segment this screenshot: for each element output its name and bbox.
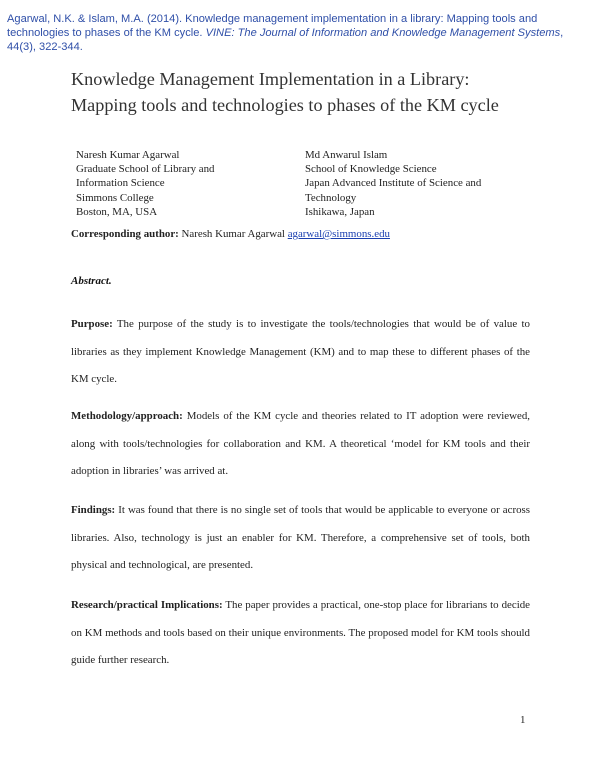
implications-paragraph: [71, 592, 530, 675]
findings-paragraph: [71, 497, 530, 580]
purpose-paragraph: [71, 311, 530, 394]
findings-text: It was found that there is no single set of tools that would be applicable to everyone or across libraries. Also, technology is just an enabler for KM. Therefore, a comprehensive set of tools, both physical and technological, are presented.: [71, 504, 530, 571]
author-block-left: [76, 148, 276, 219]
citation-volume: , 44(3), 322-344.: [7, 27, 564, 54]
author-name: Md Anwarul Islam: [305, 149, 388, 161]
title-line-1: Knowledge Management Implementation in a Library:: [71, 69, 470, 89]
author-affiliation: Information Science: [76, 177, 165, 190]
author-affiliation: Graduate School of Library and: [76, 163, 215, 176]
purpose-label: Purpose:: [71, 318, 113, 330]
findings-label: Findings:: [71, 504, 116, 516]
methodology-text: Models of the KM cycle and theories related to IT adoption were reviewed, along with tools/technologies for collaboration and KM. A theoretical ‘model for KM tools and their adoption in libraries’ was arrived at.: [71, 410, 530, 477]
author-block-right: [305, 148, 535, 219]
author-location: Ishikawa, Japan: [305, 205, 375, 218]
implications-text: The paper provides a practical, one-stop place for librarians to decide on KM methods and tools based on their unique environments. The proposed model for KM tools should guide further research.: [71, 599, 530, 666]
author-name: Naresh Kumar Agarwal: [76, 149, 180, 161]
methodology-paragraph: [71, 403, 530, 486]
author-affiliation: Simmons College: [76, 191, 154, 204]
author-location: Boston, MA, USA: [76, 205, 158, 218]
author-affiliation: School of Knowledge Science: [305, 163, 437, 176]
author-affiliation: Technology: [305, 191, 357, 204]
implications-label: Research/practical Implications:: [71, 599, 223, 611]
citation-journal: VINE: The Journal of Information and Knowledge Management Systems: [205, 27, 561, 40]
email-link[interactable]: agarwal@simmons.edu: [287, 228, 390, 240]
author-affiliation: Japan Advanced Institute of Science and: [305, 177, 482, 190]
page-number: 1: [520, 714, 526, 726]
paper-title: [71, 66, 591, 118]
purpose-text: The purpose of the study is to investigate the tools/technologies that would be of value to libraries as they implement Knowledge Management (KM) and to map these to different phases of the KM cycle.: [71, 318, 530, 385]
corresponding-name: Naresh Kumar Agarwal: [178, 228, 288, 240]
title-line-2: Mapping tools and technologies to phases of the KM cycle: [71, 95, 499, 115]
corresponding-author: [71, 228, 591, 240]
abstract-heading: Abstract.: [71, 275, 112, 287]
methodology-label: Methodology/approach:: [71, 410, 183, 422]
citation-authors: Agarwal, N.K. & Islam, M.A. (2014). Knowledge management implementation in a library: Mapping tools and technologies to phases of the KM cycle.: [7, 13, 538, 40]
citation-header: [7, 12, 593, 55]
corresponding-label: Corresponding author:: [71, 228, 179, 240]
